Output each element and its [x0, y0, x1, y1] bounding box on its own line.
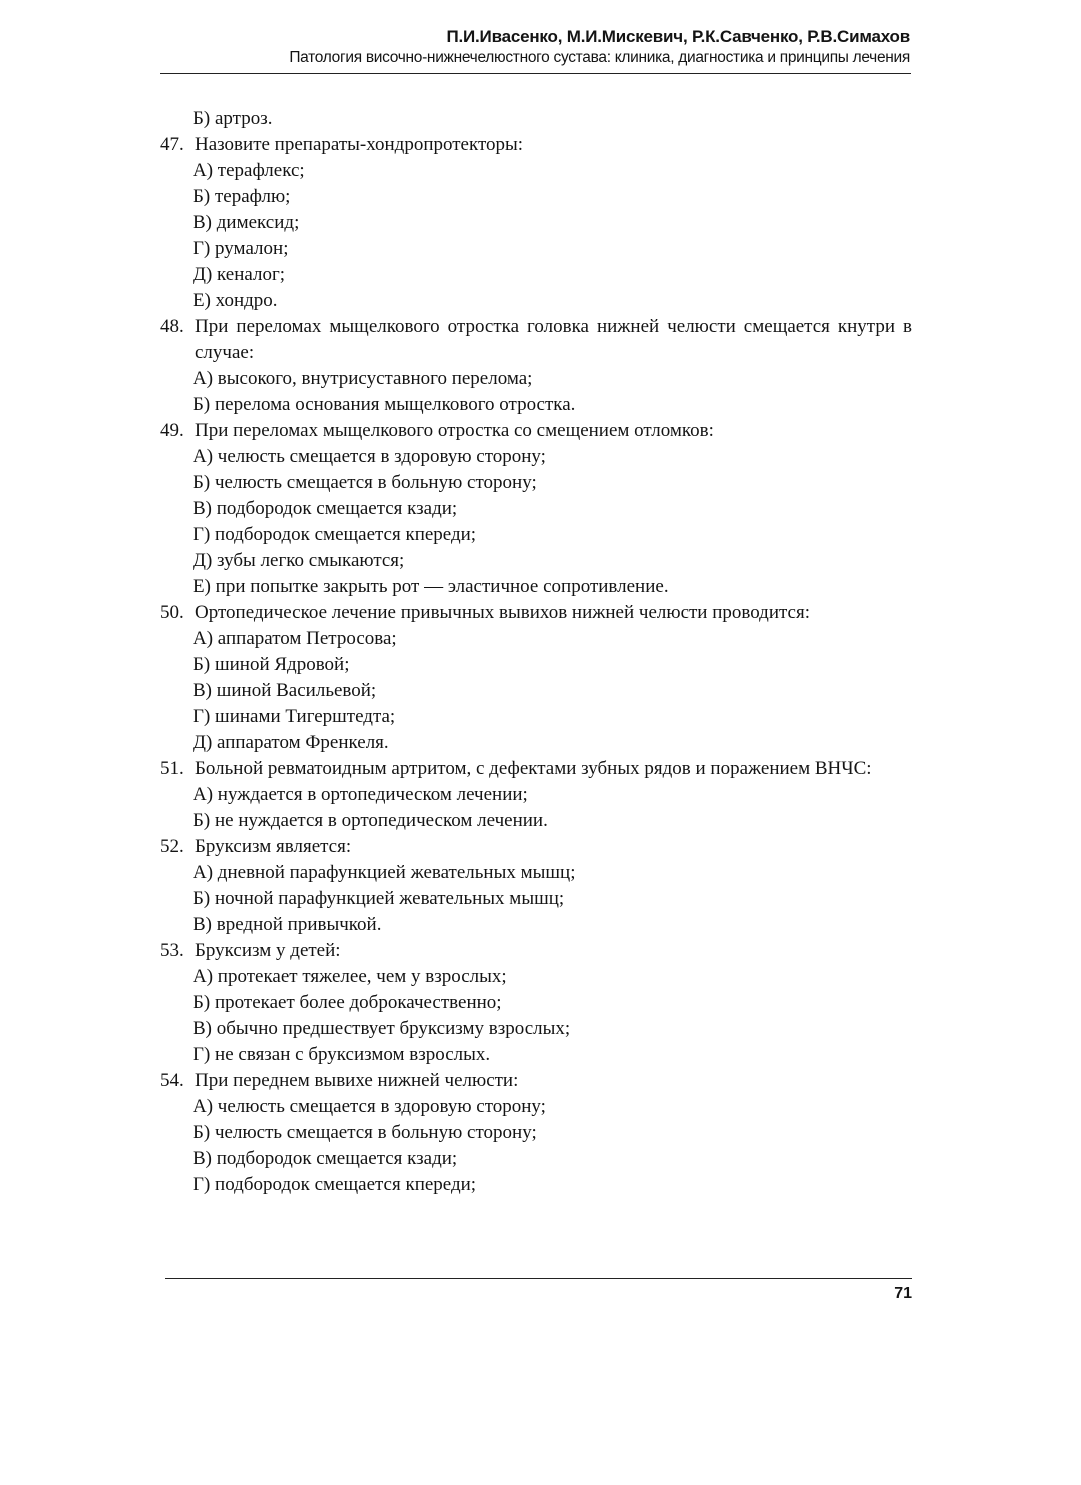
answer-option: А) высокого, внутрисуставного перелома;	[193, 368, 533, 389]
question-number: 51.	[160, 758, 184, 779]
question-block	[160, 418, 912, 600]
answer-option: Е) при попытке закрыть рот — эластичное сопротивление.	[193, 576, 669, 597]
question-number: 50.	[160, 602, 184, 623]
question-block	[160, 600, 912, 756]
header-divider	[160, 73, 911, 74]
question-stem	[160, 834, 912, 860]
question-block	[160, 834, 912, 938]
header-authors: П.И.Ивасенко, М.И.Мискевич, Р.К.Савченко, Р.В.Симахов	[446, 27, 910, 46]
answer-option: Е) хондро.	[193, 290, 278, 311]
answer-option: Б) терафлю;	[193, 186, 291, 207]
question-text: При переломах мыщелкового отростка головка нижней челюсти смещается кнутри в случае:	[195, 316, 912, 363]
question-number: 54.	[160, 1070, 184, 1091]
answer-option: А) нуждается в ортопедическом лечении;	[193, 784, 528, 805]
answer-option: Г) шинами Тигерштедта;	[193, 706, 396, 727]
question-block	[160, 132, 912, 314]
question-number: 52.	[160, 836, 184, 857]
answer-option: В) димексид;	[193, 212, 300, 233]
question-number: 48.	[160, 316, 184, 337]
question-stem	[160, 418, 912, 444]
question-block	[160, 314, 912, 418]
answer-option: Д) аппаратом Френкеля.	[193, 732, 389, 753]
footer-divider	[165, 1278, 912, 1279]
page-content	[160, 106, 912, 1198]
question-stem	[160, 314, 912, 366]
answer-option: А) дневной парафункцией жевательных мышц;	[193, 862, 576, 883]
question-text: Бруксизм является:	[195, 836, 352, 857]
answer-option: А) челюсть смещается в здоровую сторону;	[193, 1096, 546, 1117]
continued-option: Б) артроз.	[193, 108, 273, 129]
question-stem	[160, 938, 912, 964]
answer-option: Б) не нуждается в ортопедическом лечении.	[193, 810, 548, 831]
answer-option: Г) не связан с бруксизмом взрослых.	[193, 1044, 491, 1065]
answer-option: В) подбородок смещается кзади;	[193, 1148, 458, 1169]
question-stem	[160, 600, 912, 626]
answer-option: А) протекает тяжелее, чем у взрослых;	[193, 966, 507, 987]
answer-option: Б) протекает более доброкачественно;	[193, 992, 502, 1013]
question-stem	[160, 756, 912, 782]
answer-option: Г) румалон;	[193, 238, 289, 259]
answer-option: Г) подбородок смещается кпереди;	[193, 524, 477, 545]
question-block	[160, 756, 912, 834]
answer-option: А) челюсть смещается в здоровую сторону;	[193, 446, 546, 467]
question-stem	[160, 1068, 912, 1094]
question-text: Назовите препараты-хондропротекторы:	[195, 134, 524, 155]
question-text: При переломах мыщелкового отростка со смещением отломков:	[195, 420, 714, 441]
answer-option: Б) ночной парафункцией жевательных мышц;	[193, 888, 565, 909]
answer-option: В) вредной привычкой.	[193, 914, 382, 935]
question-block	[160, 938, 912, 1068]
answer-option: Г) подбородок смещается кпереди;	[193, 1174, 477, 1195]
question-text: Больной ревматоидным артритом, с дефектами зубных рядов и поражением ВНЧС:	[195, 758, 872, 779]
answer-option: Б) шиной Ядровой;	[193, 654, 350, 675]
answer-option: В) подбородок смещается кзади;	[193, 498, 458, 519]
answer-option: Б) челюсть смещается в больную сторону;	[193, 472, 537, 493]
answer-option: Б) перелома основания мыщелкового отростка.	[193, 394, 576, 415]
header-book-title: Патология височно-нижнечелюстного сустава: клиника, диагностика и принципы лечения	[289, 49, 910, 66]
answer-option: Б) челюсть смещается в больную сторону;	[193, 1122, 537, 1143]
question-stem	[160, 132, 912, 158]
question-block	[160, 1068, 912, 1198]
answer-option: А) терафлекс;	[193, 160, 305, 181]
answer-option: В) шиной Васильевой;	[193, 680, 377, 701]
question-text: Бруксизм у детей:	[195, 940, 341, 961]
question-list	[160, 132, 912, 1198]
question-text: При переднем вывихе нижней челюсти:	[195, 1070, 519, 1091]
question-text: Ортопедическое лечение привычных вывихов нижней челюсти проводится:	[195, 602, 811, 623]
answer-option: Д) кеналог;	[193, 264, 286, 285]
question-number: 53.	[160, 940, 184, 961]
question-number: 47.	[160, 134, 184, 155]
question-number: 49.	[160, 420, 184, 441]
answer-option: В) обычно предшествует бруксизму взрослых;	[193, 1018, 571, 1039]
answer-option: А) аппаратом Петросова;	[193, 628, 397, 649]
running-header	[160, 26, 910, 68]
answer-option: Д) зубы легко смыкаются;	[193, 550, 405, 571]
page-number: 71	[894, 1285, 912, 1302]
